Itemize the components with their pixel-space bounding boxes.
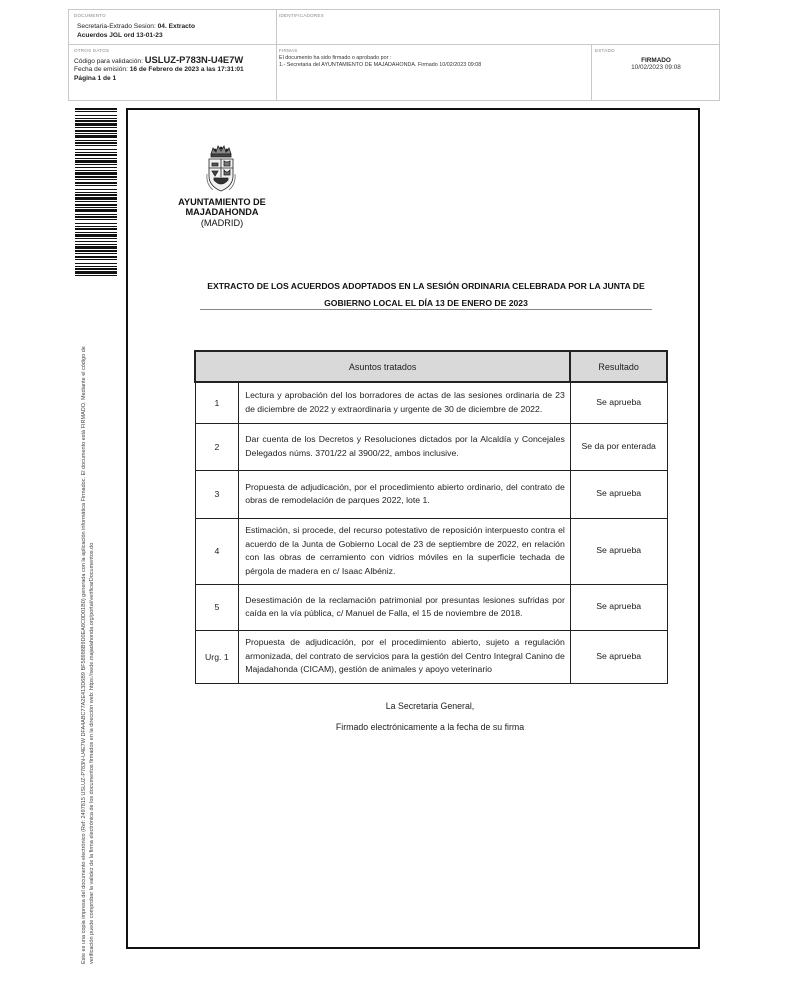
row-result: Se da por enterada [570,423,667,470]
row-subject: Lectura y aprobación del los borradores de actas de las sesiones ordinaria de 23 de diciembre de 2022 y extraordinaria y urgente de 30 de diciembre de 2022. [239,382,571,423]
otros-datos-label: OTROS DATOS [74,48,110,53]
table-row [195,382,667,423]
signature-note: Firmado electrónicamente a la fecha de su firma [335,722,525,732]
firmas-label: FIRMAS [279,48,298,53]
agreements-table [194,350,668,684]
table-row [195,518,667,584]
row-result: Se aprueba [570,584,667,630]
row-result: Se aprueba [570,382,667,423]
row-subject: Desestimación de la reclamación patrimonial por presuntas lesiones sufridas por caída en la vía pública, c/ Manuel de Falla, el 15 de noviembre de 2018. [239,584,571,630]
estado-section [595,48,717,71]
heading-line1: EXTRACTO DE LOS ACUERDOS ADOPTADOS EN LA SESIÓN ORDINARIA CELEBRADA POR LA JUNTA DE [207,281,645,291]
status-badge: FIRMADO [641,57,671,64]
document-title-prefix: Secretaria-Extrado Sesion: [77,23,156,30]
validation-code[interactable]: USLUZ-P783N-U4E7W [144,54,244,65]
header-asuntos: Asuntos tratados [195,351,570,382]
estado-label: ESTADO [595,48,615,53]
institution-line3: (MADRID) [200,217,244,228]
heading-line2: GOBIERNO LOCAL EL DÍA 13 DE ENERO DE 2023 [324,298,528,308]
institution-line1: AYUNTAMIENTO DE [178,197,266,207]
row-result: Se aprueba [570,630,667,683]
page-count: Página 1 de 1 [74,74,117,82]
identificadores-section [279,13,324,18]
table-row [195,584,667,630]
firmas-line2: 1.- Secretaria del AYUNTAMIENTO DE MAJADAHONDA. Firmado 10/02/2023 09:08 [279,62,482,68]
document-title-bold: 04. Extracto [157,23,196,30]
document-header [68,9,720,101]
row-result: Se aprueba [570,470,667,518]
row-subject: Propuesta de adjudicación, por el procedimiento abierto ordinario, del contrato de obras de remodelación de parques 2022, lote 1. [239,470,571,518]
row-number: 3 [195,470,239,518]
table-row [195,423,667,470]
side-verification-text [81,346,96,964]
institution-line2: MAJADAHONDA [185,207,259,218]
document-title-line2: Acuerdos JGL ord 13-01-23 [77,31,163,39]
firmas-section [279,48,589,69]
barcode-stripe [75,275,117,276]
side-text-line1: Este es una copia impresa del documento electrónico (Ref: 2497815 USLUZ-P783N-U4E7W DFA4ABC77A2E413D6B9 BF58988B9D0EA8C0D01B0) generada con la aplicación informática Firmadoc. El documento está FIRMADO. Mediante el código de [81,346,87,964]
barcode [75,108,117,276]
row-number: 4 [195,518,239,584]
identificadores-label: IDENTIFICADORES [279,13,324,18]
row-number: Urg. 1 [195,630,239,683]
header-resultado: Resultado [570,351,667,382]
coat-of-arms-logo [205,144,237,194]
row-number: 1 [195,382,239,423]
table-row [195,630,667,683]
codigo-label: Código para validación: [74,58,143,65]
row-subject: Dar cuenta de los Decretos y Resoluciones dictados por la Alcaldía y Concejales Delegados núms. 3701/22 al 3900/22, ambos inclusive. [239,423,571,470]
side-text-line2: verificación puede comprobar la validez de la firma electrónica de los documentos firmados en la dirección web: https://sede.majadahonda.org/portal/verificarDocumentos.do [88,542,95,964]
row-subject: Estimación, si procede, del recurso potestativo de reposición interpuesto contra el acuerdo de la Junta de Gobierno Local de 23 de septiembre de 2022, en relación con las obras de cerramiento con vidrios móviles en la superficie techada de pérgola de madera en c/ Isaac Albéniz. [239,518,571,584]
heading-underline [200,309,652,310]
table-row [195,470,667,518]
row-result: Se aprueba [570,518,667,584]
firmas-line1: El documento ha sido firmado o aprobado por : [279,55,392,61]
status-date: 10/02/2023 09:08 [631,64,681,71]
emission-date: 16 de Febrero de 2023 a las 17:31:01 [129,66,244,74]
signature-title: La Secretaria General, [385,701,475,711]
row-number: 5 [195,584,239,630]
row-subject: Propuesta de adjudicación, por el procedimiento abierto, sujeto a regulación armonizada, del contrato de servicios para la gestión del Centro Integral Canino de Majadahonda (CICAM), gestión de animales y apoyo veterinario [239,630,571,683]
row-number: 2 [195,423,239,470]
institution-name [168,197,276,228]
documento-section [74,13,274,40]
table-header-row [195,351,667,382]
fecha-label: Fecha de emisión: [74,66,128,74]
otros-datos-section [74,48,274,83]
documento-label: DOCUMENTO [74,13,106,18]
document-heading [200,278,652,312]
